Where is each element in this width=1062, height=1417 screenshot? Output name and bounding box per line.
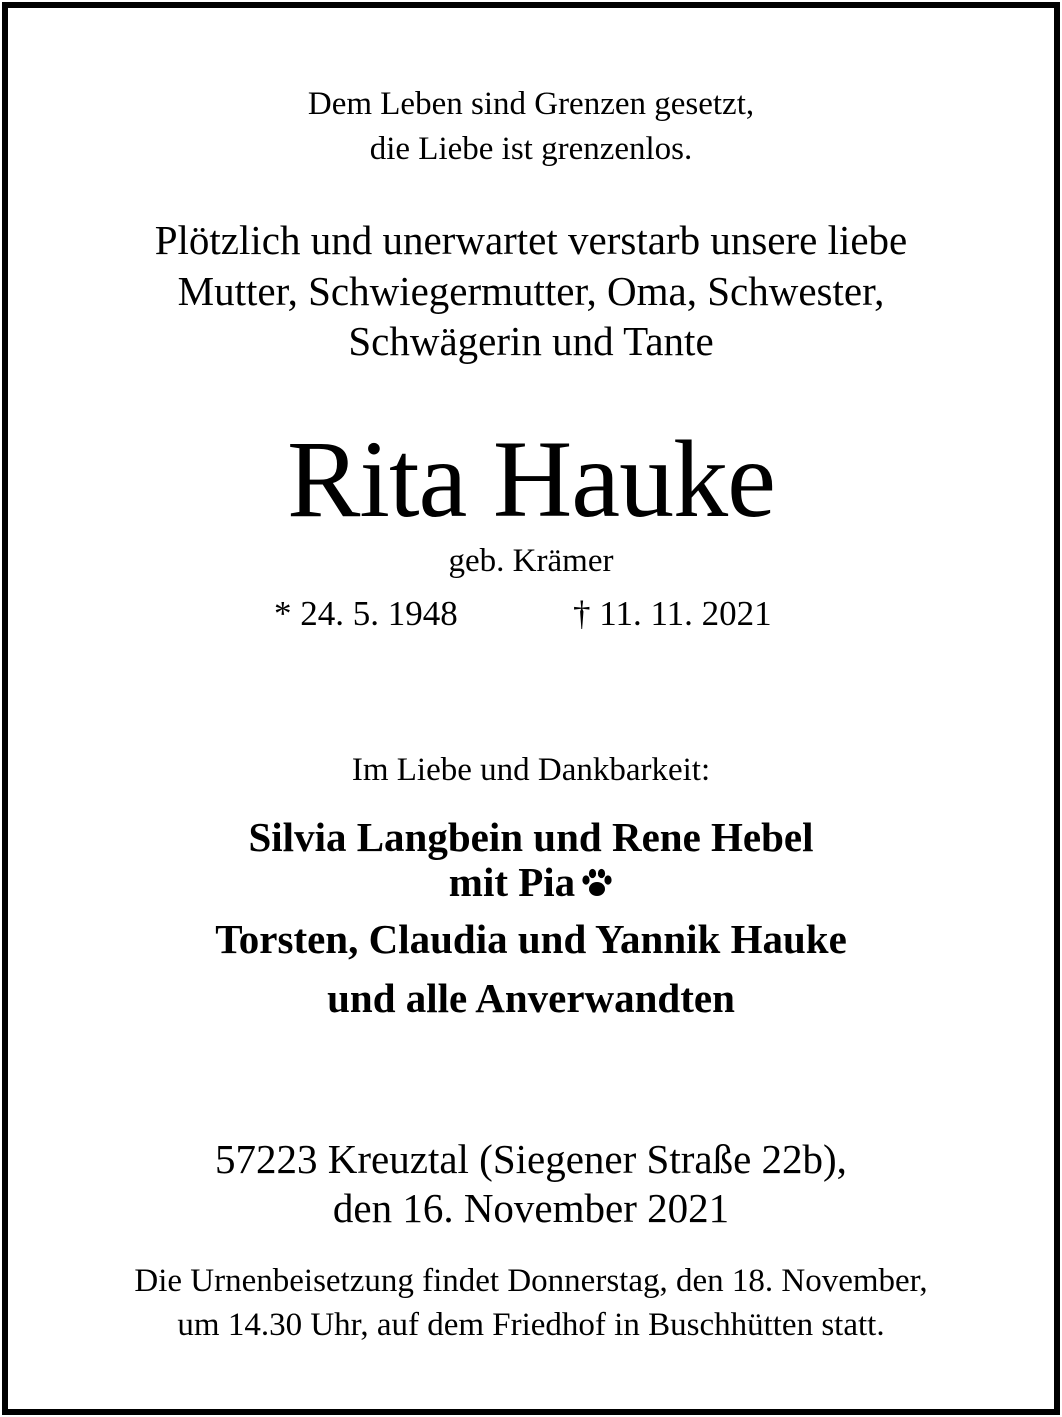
- burial-line-1: Die Urnenbeisetzung findet Donnerstag, den 18. November,: [134, 1263, 928, 1299]
- mourners-heading: Im Liebe und Dankbarkeit:: [351, 752, 711, 788]
- intro-line-2: Mutter, Schwiegermutter, Oma, Schwester,: [177, 268, 885, 314]
- motto-line-1: Dem Leben sind Grenzen gesetzt,: [307, 86, 755, 122]
- maiden-name: geb. Krämer: [448, 543, 614, 579]
- mourner-line-4: und alle Anverwandten: [327, 975, 735, 1021]
- place-line-1: 57223 Kreuztal (Siegener Straße 22b),: [215, 1136, 847, 1182]
- birth-date: * 24. 5. 1948: [274, 594, 458, 633]
- burial-line-2: um 14.30 Uhr, auf dem Friedhof in Buschhütten statt.: [177, 1307, 885, 1343]
- date-line: den 16. November 2021: [332, 1185, 730, 1231]
- intro-line-1: Plötzlich und unerwartet verstarb unsere liebe: [154, 217, 908, 263]
- deceased-name: Rita Hauke: [287, 418, 775, 540]
- paw-print-icon: [581, 865, 613, 906]
- intro-line-3: Schwägerin und Tante: [348, 318, 714, 364]
- motto-line-2: die Liebe ist grenzenlos.: [369, 131, 693, 167]
- mourner-line-3: Torsten, Claudia und Yannik Hauke: [215, 916, 847, 962]
- mourner-line-2-row: [0, 859, 1062, 906]
- death-date: † 11. 11. 2021: [573, 594, 772, 633]
- mourner-line-2: mit Pia: [448, 859, 576, 905]
- mourner-line-1: Silvia Langbein und Rene Hebel: [248, 814, 814, 860]
